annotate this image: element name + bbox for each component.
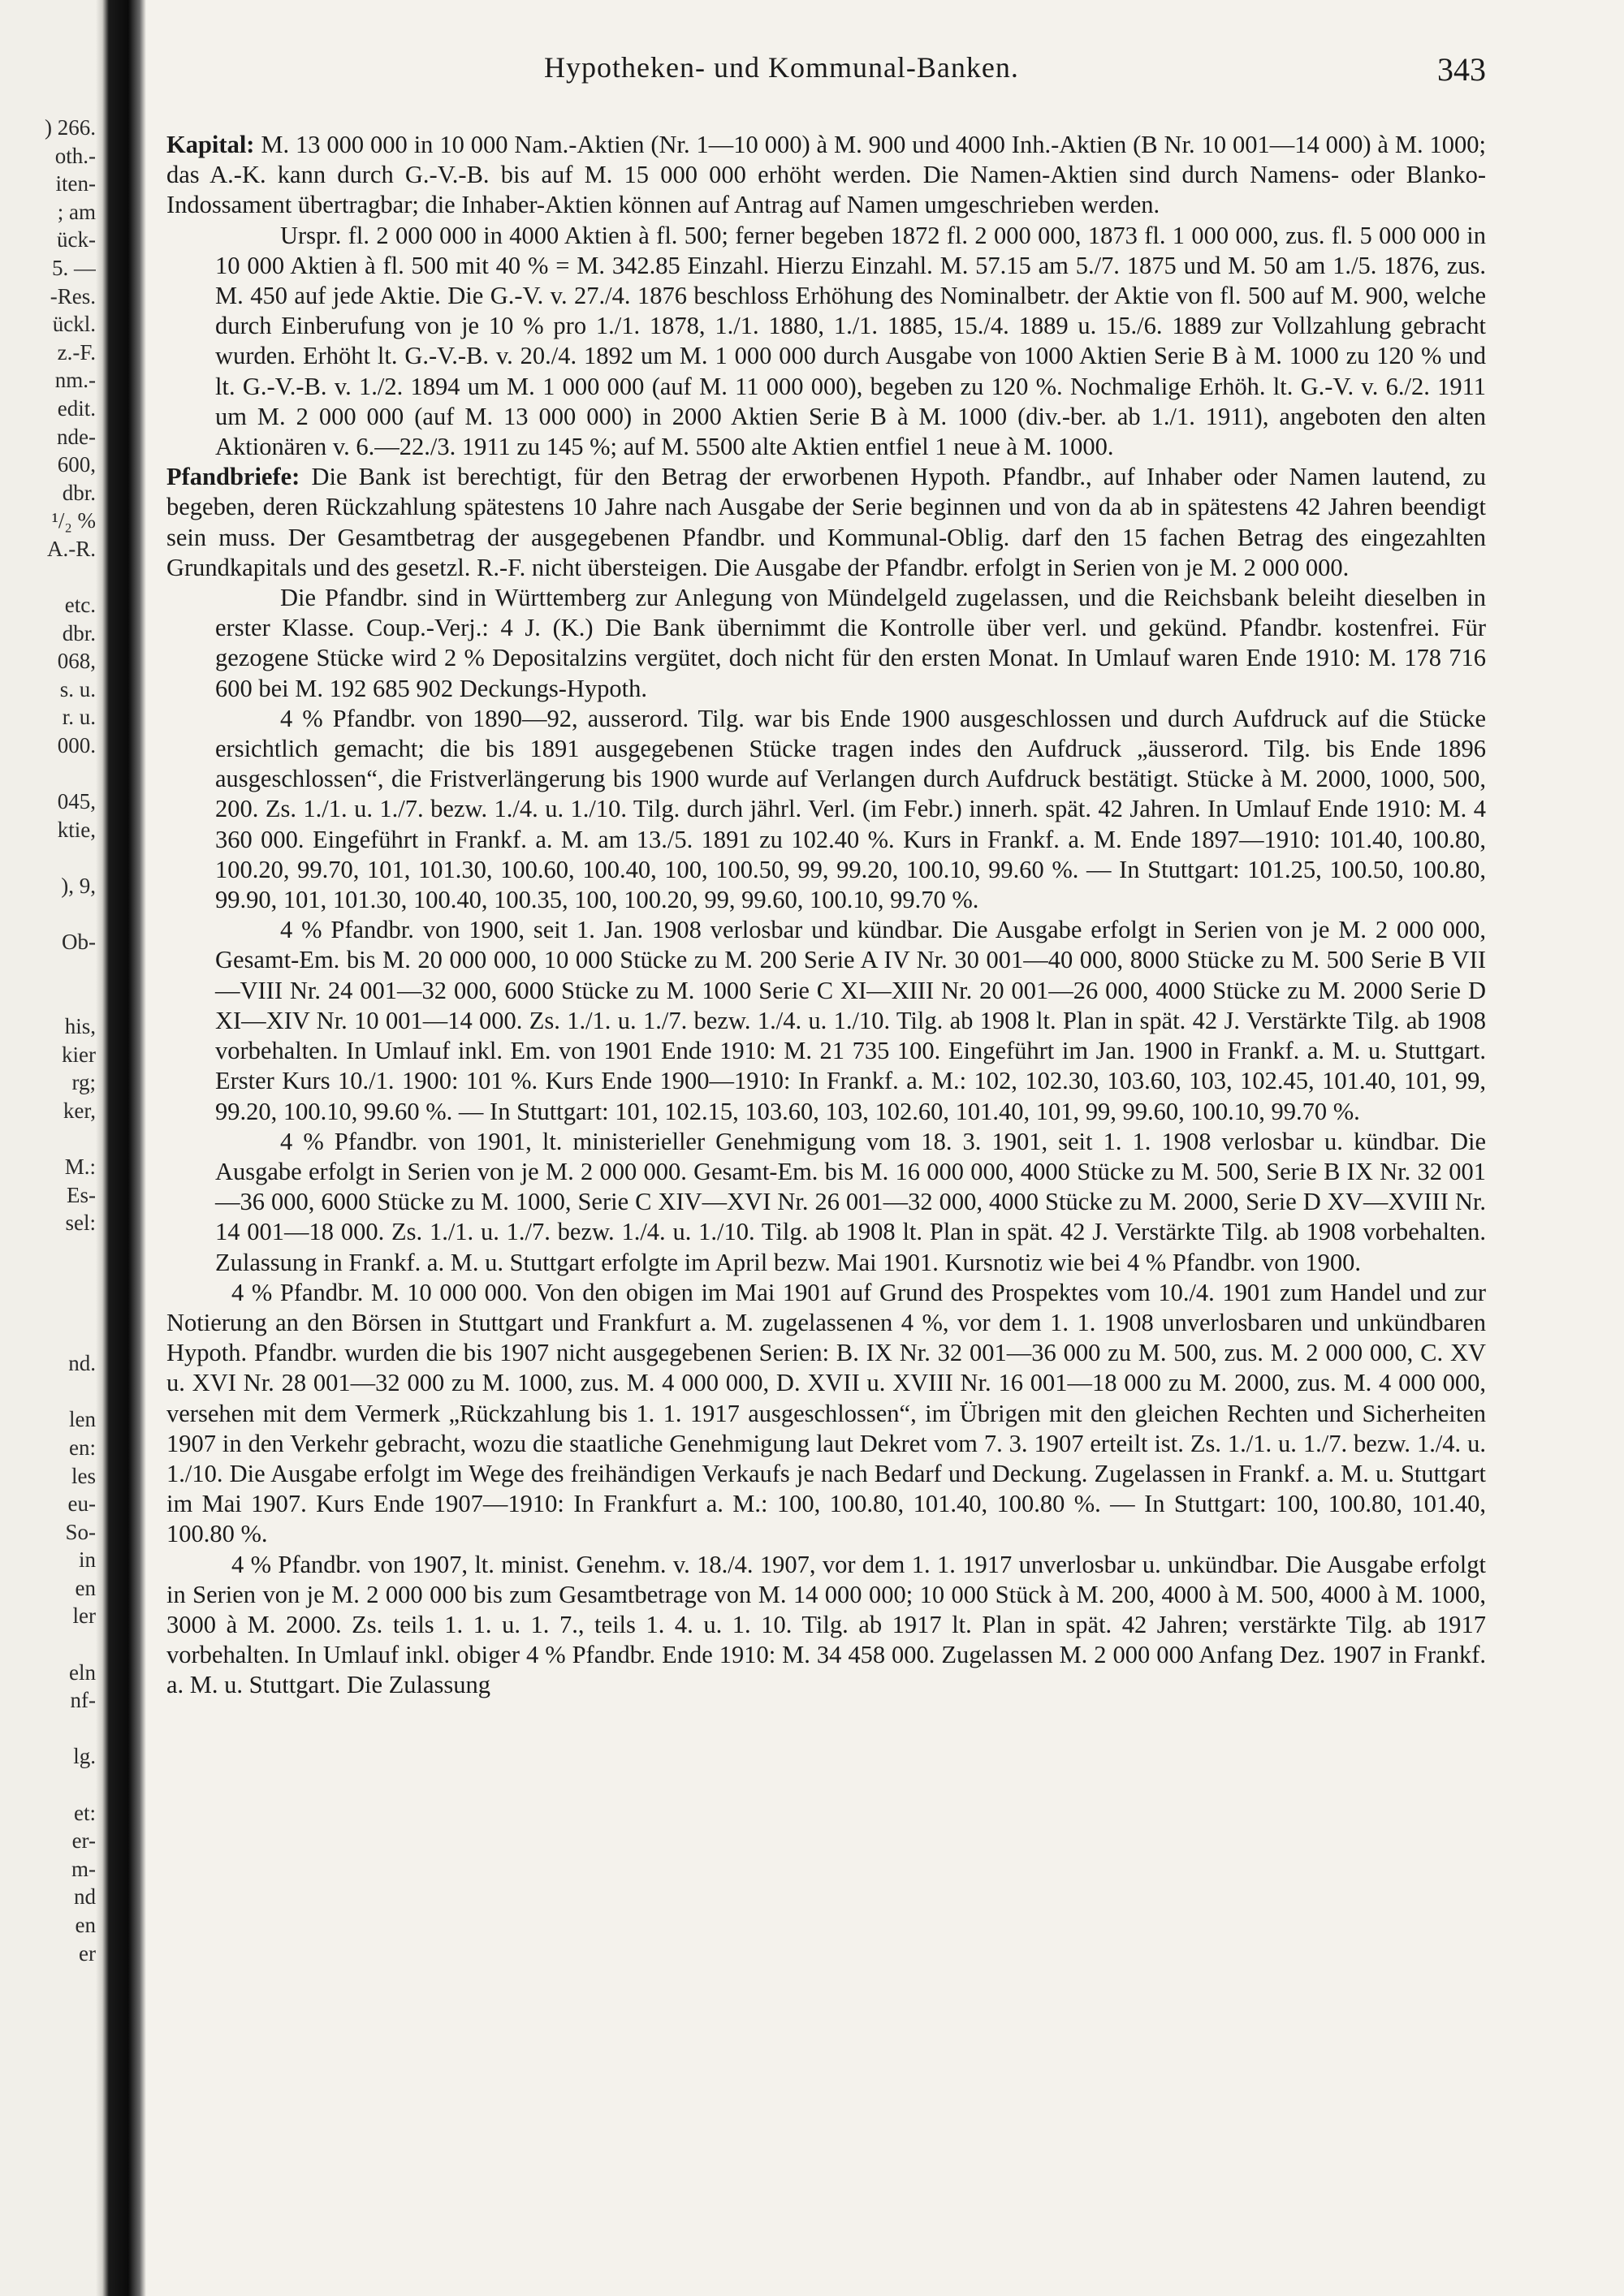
margin-fragment: nd. [68, 1351, 96, 1376]
margin-fragment: nd [74, 1884, 96, 1910]
kapital-text: M. 13 000 000 in 10 000 Nam.-Aktien (Nr. 1—10 000) à M. 900 und 4000 Inh.-Aktien (B Nr. 10 001—14 000) à M. 1000; das A.-K. kann durch G.-V.-B. bis auf M. 15 000 000 erhöht werden. Die Namen-Aktien sind durch Namens- oder Blanko-Indossament übertragbar; die Inhaber-Aktien können auf Antrag auf Namen umgeschrieben werden. [166, 131, 1486, 219]
margin-fragment: ückl. [52, 312, 96, 337]
margin-fragment: en [75, 1575, 96, 1600]
margin-fragment: 045, [57, 789, 96, 814]
margin-fragment: en [75, 1913, 96, 1937]
margin-fragment [0, 563, 96, 592]
margin-fragment: ler [72, 1603, 96, 1629]
margin-fragment [0, 1378, 96, 1406]
pfandbriefe-1901-text: 4 % Pfandbr. von 1901, lt. ministerieller Genehmigung vom 18. 3. 1901, seit 1. 1. 1908 verlosbar u. kündbar. Die Ausgabe erfolgt in Serien von je M. 2 000 000. Gesamt-Em. bis M. 16 000 000, 4000 Stücke zu M. 500, Serie B IX Nr. 32 001—36 000, 6000 Stücke zu M. 1000, Serie C XIV—XVI Nr. 26 001—32 000, 4000 Stücke zu M. 2000, Serie D XV—XVIII Nr. 14 001—18 000. Zs. 1./1. u. 1./7. bezw. 1./4. u. 1./10. Tilg. ab 1908 lt. Plan in spät. 42 J. Verstärkte Tilg. ab 1908 vorbehalten. Zulassung in Frankf. a. M. u. Stuttgart erfolgte im April bezw. Mai 1901. Kursnotiz wie bei 4 % Pfandbr. von 1900. [215, 1127, 1486, 1276]
pfandbriefe-label: Pfandbriefe: [166, 463, 300, 491]
margin-fragment: en: [69, 1435, 96, 1460]
margin-fragment [0, 900, 96, 929]
margin-fragment: ker, [63, 1098, 96, 1123]
margin-fragment: 5. — [52, 255, 96, 280]
kapital-label: Kapital: [166, 131, 255, 158]
margin-fragment: iten- [55, 171, 96, 196]
margin-fragment: etc. [64, 593, 96, 618]
margin-fragment [0, 1293, 96, 1322]
pfandbriefe-1907-text: 4 % Pfandbr. von 1907, lt. minist. Genehm. v. 18./4. 1907, vor dem 1. 1. 1917 unverlosbar u. unkündbar. Die Ausgabe erfolgt in Serien von je M. 2 000 000 bis zum Gesamtbetrage von M. 14 000 000; 10 000 Stück à M. 200, 4000 à M. 500, 4000 à M. 1000, 3000 à M. 2000. Zs. teils 1. 1. u. 1. 7., teils 1. 4. u. 1. 10. Tilg. ab 1917 lt. Plan in spät. 42 Jahren; verstärkte Tilg. ab 1917 vorbehalten. In Umlauf inkl. obiger 4 % Pfandbr. Ende 1910: M. 34 458 000. Zugelassen M. 2 000 000 Anfang Dez. 1907 in Frankf. a. M. u. Stuttgart. Die Zulassung [166, 1550, 1486, 1699]
pfandbriefe-text-2: Die Pfandbr. sind in Württemberg zur Anlegung von Mündelgeld zugelassen, und die Reichsbank beleiht dieselben in erster Klasse. Coup.-Verj.: 4 J. (K.) Die Bank übernimmt die Kontrolle über verl. und gekünd. Pfandbr. kostenfrei. Für gezogene Stücke wird 2 % Depositalzins vergütet, doch nicht für den ersten Monat. In Umlauf waren Ende 1910: M. 178 716 600 bei M. 192 685 902 Deckungs-Hypoth. [215, 584, 1486, 702]
margin-fragment: eln [69, 1659, 96, 1685]
kapital-paragraph [166, 130, 1486, 221]
margin-fragment: et: [74, 1800, 96, 1825]
margin-fragment: m- [71, 1856, 96, 1881]
margin-fragment: len [69, 1407, 96, 1432]
margin-fragment: So- [65, 1519, 96, 1544]
kapital-history-text: Urspr. fl. 2 000 000 in 4000 Aktien à fl. 500; ferner begeben 1872 fl. 2 000 000, 1873 fl. 1 000 000, zus. fl. 5 000 000 in 10 000 Aktien à fl. 500 mit 40 % = M. 342.85 Einzahl. Hierzu Einzahl. M. 57.15 am 5./7. 1875 und M. 50 am 1./5. 1876, zus. M. 450 auf jede Aktie. Die G.-V. v. 27./4. 1876 beschloss Erhöhung des Nominalbetr. der Aktie von fl. 500 auf M. 900, welche durch Einberufung von je 10 % pro 1./1. 1878, 1./1. 1880, 1./1. 1885, 15./4. 1889 u. 15./6. 1889 zur Vollzahlung gebracht wurden. Erhöht lt. G.-V.-B. v. 20./4. 1892 um M. 1 000 000 durch Ausgabe von 1000 Aktien Serie B à M. 1000 zu 120 % und lt. G.-V.-B. v. 1./2. 1894 um M. 1 000 000 (auf M. 11 000 000), begeben zu 120 %. Nochmalige Erhöh. lt. G.-V. v. 6./2. 1911 um M. 2 000 000 (auf M. 13 000 000) in 2000 Aktien Serie B à M. 1000 (div.-ber. ab 1./1. 1911), angeboten den alten Aktionären v. 6.—22./3. 1911 zu 145 %; auf M. 5500 alte Aktien entfiel 1 neue à M. 1000. [215, 221, 1486, 461]
margin-fragment [0, 984, 96, 1012]
margin-fragment [0, 1124, 96, 1153]
margin-fragment [0, 1322, 96, 1350]
margin-fragment: er- [71, 1828, 96, 1854]
margin-fragment: oth.- [54, 143, 96, 168]
pfandbriefe-paragraph-2 [166, 583, 1486, 704]
pfandbriefe-1901-paragraph [166, 1127, 1486, 1278]
facing-page-fragments [0, 114, 96, 1967]
pfandbriefe-1890-text: 4 % Pfandbr. von 1890—92, ausserord. Tilg. war bis Ende 1900 ausgeschlossen und durch Aufdruck auf die Stücke ersichtlich gemacht; die bis 1891 ausgegebenen Stücke tragen indes den Aufdruck „äusserord. Tilg. bis Ende 1896 ausgeschlossen“, die Fristverlängerung bis 1900 wurde auf Verlangen durch Aufdruck bestätigt. Stücke à M. 2000, 1000, 500, 200. Zs. 1./1. u. 1./7. bezw. 1./4. u. 1./10. Tilg. durch jährl. Verl. (im Febr.) innerh. spät. 42 Jahren. In Umlauf Ende 1910: M. 4 360 000. Eingeführt in Frankf. a. M. am 13./5. 1891 zu 102.40 %. Kurs in Frankf. a. M. Ende 1897—1910: 101.40, 100.80, 100.20, 99.70, 101, 101.30, 100.60, 100.40, 100, 100.50, 99, 99.20, 100.10, 99.60 %. — In Stuttgart: 101.25, 100.50, 100.80, 99.90, 101, 101.30, 100.40, 100.35, 100, 100.20, 99, 99.60, 100.10, 99.70 %. [215, 704, 1486, 914]
margin-fragment: edit. [57, 395, 96, 421]
pfandbriefe-1907-paragraph [166, 1550, 1486, 1701]
pfandbriefe-paragraph [166, 462, 1486, 583]
kapital-history-paragraph [166, 221, 1486, 463]
margin-fragment: -Res. [50, 283, 96, 309]
margin-fragment: rg; [71, 1070, 96, 1095]
margin-fragment: r. u. [62, 705, 96, 730]
margin-fragment: Es- [67, 1182, 96, 1207]
margin-fragment: s. u. [59, 676, 96, 701]
margin-fragment [0, 1265, 96, 1293]
margin-fragment: er [79, 1940, 96, 1966]
page-body [166, 130, 1486, 1701]
margin-fragment: ), 9, [61, 874, 96, 899]
margin-fragment: ¹/₂ % [51, 508, 96, 533]
margin-fragment: ktie, [57, 817, 96, 842]
margin-fragment: nm.- [54, 368, 96, 393]
margin-fragment: eu- [67, 1491, 96, 1517]
pfandbriefe-1890-paragraph [166, 704, 1486, 915]
margin-fragment [0, 1771, 96, 1799]
margin-fragment [0, 844, 96, 872]
margin-fragment: les [71, 1463, 96, 1488]
margin-fragment [0, 760, 96, 788]
margin-fragment [0, 1630, 96, 1659]
margin-fragment [0, 1237, 96, 1266]
page-header [162, 50, 1486, 91]
margin-fragment: ück- [57, 227, 96, 252]
margin-fragment [0, 956, 96, 985]
margin-fragment: dbr. [62, 480, 96, 505]
margin-fragment: A.-R. [47, 536, 96, 561]
margin-fragment: ) 266. [45, 115, 96, 140]
running-title: Hypotheken- und Kommunal-Banken. [544, 51, 1019, 84]
margin-fragment: his, [64, 1014, 96, 1038]
margin-fragment: nde- [57, 424, 96, 449]
margin-fragment: M.: [64, 1154, 96, 1179]
margin-fragment: 068, [57, 649, 96, 674]
margin-fragment: lg. [73, 1744, 96, 1769]
margin-fragment: in [78, 1547, 96, 1573]
margin-fragment: dbr. [62, 620, 96, 645]
margin-fragment: nf- [70, 1688, 96, 1713]
margin-fragment: z.-F. [57, 339, 96, 365]
pfandbriefe-1900-paragraph [166, 915, 1486, 1126]
pfandbriefe-1900-text: 4 % Pfandbr. von 1900, seit 1. Jan. 1908 verlosbar und kündbar. Die Ausgabe erfolgt in Serien von je M. 2 000 000, Gesamt-Em. bis M. 20 000 000, 10 000 Stücke zu M. 200 Serie A IV Nr. 30 001—40 000, 8000 Stücke zu M. 500 Serie B VII—VIII Nr. 24 001—32 000, 6000 Stücke zu M. 1000 Serie C XI—XIII Nr. 20 001—26 000, 4000 Stücke zu M. 2000 Serie D XI—XIV Nr. 10 001—14 000. Zs. 1./1. u. 1./7. bezw. 1./4. u. 1./10. Tilg. ab 1908 lt. Plan in spät. 42 J. Verstärkte Tilg. ab 1908 vorbehalten. In Umlauf inkl. Em. von 1901 Ende 1910: M. 21 735 100. Eingeführt im Jan. 1900 in Frankf. a. M. u. Stuttgart. Erster Kurs 10./1. 1900: 101 %. Kurs Ende 1900—1910: In Frankf. a. M.: 102, 102.30, 103.60, 103, 102.45, 101.40, 101, 99, 99.20, 100.10, 99.60 %. — In Stuttgart: 101, 102.15, 103.60, 103, 102.60, 101.40, 101, 99, 99.60, 100.10, 99.70 %. [215, 916, 1486, 1125]
margin-fragment: Ob- [62, 930, 96, 955]
margin-fragment: 600, [57, 452, 96, 477]
pfandbriefe-10m-paragraph [166, 1278, 1486, 1550]
margin-fragment [0, 1715, 96, 1743]
pfandbriefe-text: Die Bank ist berechtigt, für den Betrag der erworbenen Hypoth. Pfandbr., auf Inhaber oder Namen lautend, zu begeben, deren Rückzahlung spätestens 10 Jahre nach Ausgabe der Serie beginnen und von da ab in spätestens 42 Jahren beendigt sein muss. Der Gesamtbetrag der ausgegebenen Pfandbr. und Kommunal-Oblig. darf den 15 fachen Betrag des eingezahlten Grundkapitals und des gesetzl. R.-F. nicht übersteigen. Die Ausgabe der Pfandbr. erfolgt in Serien von je M. 2 000 000. [166, 463, 1487, 581]
pfandbriefe-10m-text: 4 % Pfandbr. M. 10 000 000. Von den obigen im Mai 1901 auf Grund des Prospektes vom 10./4. 1901 zum Handel und zur Notierung an den Börsen in Stuttgart und Frankfurt a. M. zugelassenen 4 %, vor dem 1. 1. 1908 unverlosbaren und unkündbaren Hypoth. Pfandbr. wurden die bis 1907 nicht ausgegebenen Serien: B. IX Nr. 32 001—36 000 zu M. 500, zus. M. 2 000 000, C. XV u. XVI Nr. 28 001—32 000 zu M. 1000, zus. M. 4 000 000, D. XVII u. XVIII Nr. 16 001—18 000 zu M. 2000, zus. M. 4 000 000, versehen mit dem Vermerk „Rückzahlung bis 1. 1. 1917 ausgeschlossen“, im Übrigen mit den gleichen Rechten und Sicherheiten 1907 in den Verkehr gebracht, wozu die staatliche Genehmigung laut Dekret vom 7. 3. 1907 erteilt ist. Zs. 1./1. u. 1./7. bezw. 1./4. u. 1./10. Die Ausgabe erfolgt im Wege des freihändigen Verkaufs je nach Bedarf und Deckung. Zugelassen in Frankf. a. M. u. Stuttgart im Mai 1907. Kurs Ende 1907—1910: In Frankfurt a. M.: 100, 100.80, 101.40, 100.80 %. — In Stuttgart: 100, 100.80, 101.40, 100.80 %. [166, 1278, 1486, 1548]
margin-fragment: 000. [57, 733, 96, 758]
margin-fragment: sel: [65, 1211, 96, 1236]
page-number: 343 [1437, 51, 1486, 88]
margin-fragment: ; am [57, 199, 96, 224]
margin-fragment: kier [62, 1042, 96, 1067]
